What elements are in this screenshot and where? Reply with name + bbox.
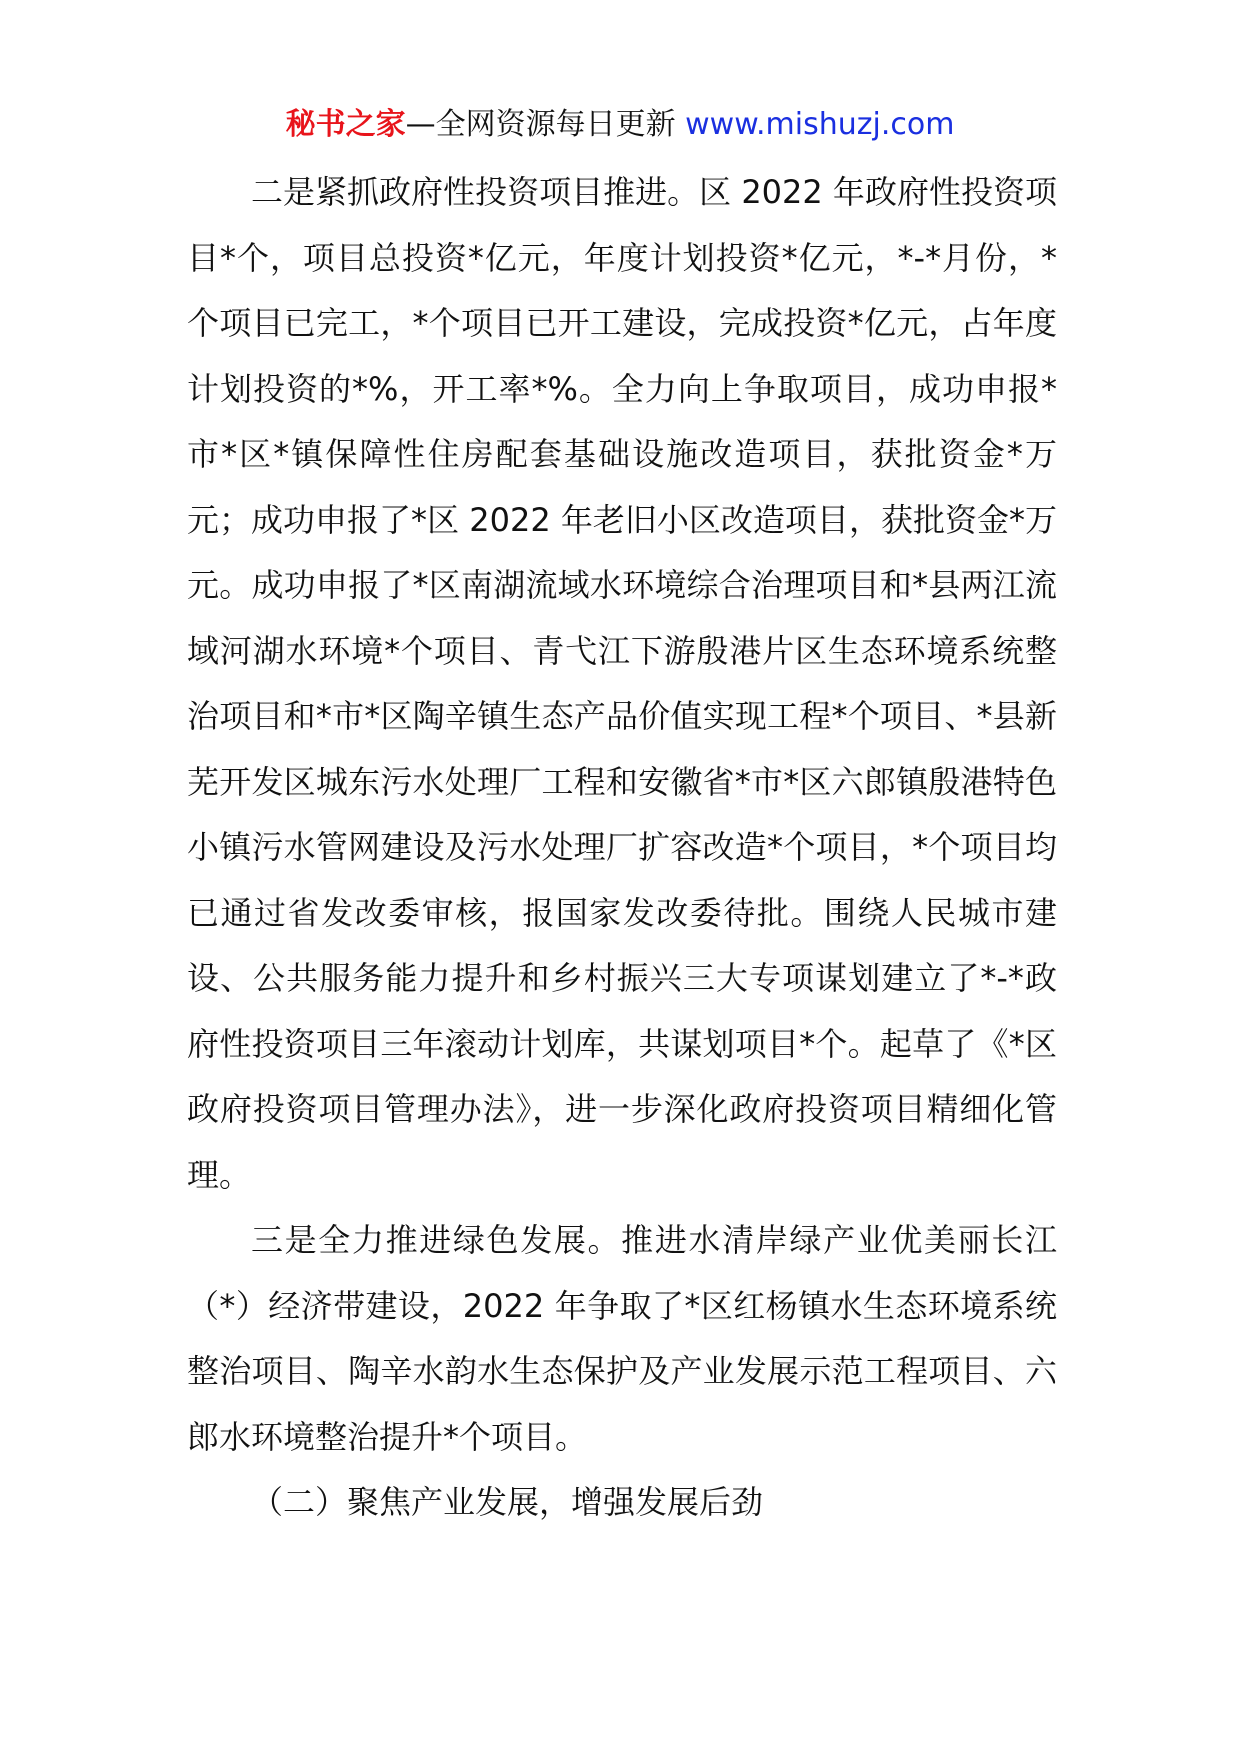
site-brand: 秘书之家 <box>285 107 406 142</box>
document-body <box>187 160 1057 1536</box>
site-tagline: —全网资源每日更新 <box>405 107 686 142</box>
section-heading-industry: （二）聚焦产业发展，增强发展后劲 <box>251 1483 764 1521</box>
site-header <box>0 104 1240 146</box>
site-url-link[interactable]: www.mishuzj.com <box>685 107 955 142</box>
paragraph-green-development: 三是全力推进绿色发展。推进水清岸绿产业优美丽长江（*）经济带建设，2022 年争取了*区红杨镇水生态环境系统整治项目、陶辛水韵水生态保护及产业发展示范工程项目、六郎水环境整治提升*个项目。 <box>187 1221 1057 1456</box>
paragraph-government-investment: 二是紧抓政府性投资项目推进。区 2022 年政府性投资项目*个，项目总投资*亿元，年度计划投资*亿元，*-*月份，*个项目已完工，*个项目已开工建设，完成投资*亿元，占年度计划投资的*%，开工率*%。全力向上争取项目，成功申报*市*区*镇保障性住房配套基础设施改造项目，获批资金*万元；成功申报了*区 2022 年老旧小区改造项目，获批资金*万元。成功申报了*区南湖流域水环境综合治理项目和*县两江流域河湖水环境*个项目、青弋江下游殷港片区生态环境系统整治项目和*市*区陶辛镇生态产品价值实现工程*个项目、*县新芜开发区城东污水处理厂工程和安徽省*市*区六郎镇殷港特色小镇污水管网建设及污水处理厂扩容改造*个项目，*个项目均已通过省发改委审核，报国家发改委待批。围绕人民城市建设、公共服务能力提升和乡村振兴三大专项谋划建立了*-*政府性投资项目三年滚动计划库，共谋划项目*个。起草了《*区政府投资项目管理办法》，进一步深化政府投资项目精细化管理。 <box>187 173 1057 1194</box>
